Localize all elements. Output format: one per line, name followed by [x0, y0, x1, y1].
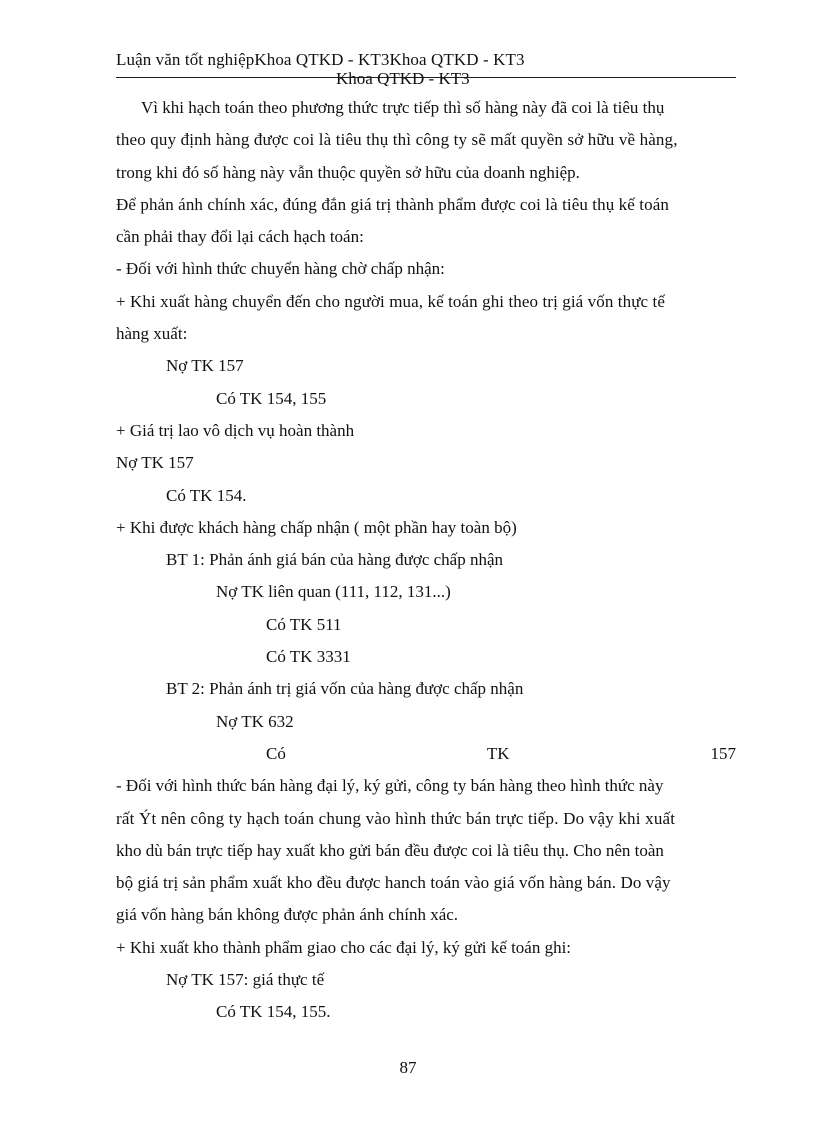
text-line: + Khi xuất hàng chuyển đến cho người mua, kế toán ghi theo trị giá vốn thực tế [116, 291, 666, 311]
text-line: Nợ TK 632 [216, 711, 294, 731]
text-line: Nợ TK liên quan (111, 112, 131...) [216, 582, 451, 602]
text-line: bộ giá trị sản phẩm xuất kho đều được hanch toán vào giá vốn hàng bán. Do vậy [116, 873, 671, 893]
text-line: Nợ TK 157 [116, 453, 194, 473]
text-line: kho dù bán trực tiếp hay xuất kho gửi bán đều được coi là tiêu thụ. Cho nên toàn [116, 840, 664, 860]
text-line: Nợ TK 157 [166, 356, 244, 376]
text-line: - Đối với hình thức bán hàng đại lý, ký gửi, công ty bán hàng theo hình thức này [116, 776, 664, 796]
page-number: 87 [399, 1058, 417, 1077]
text-line: Để phản ánh chính xác, đúng đắn giá trị thành phẩm được coi là tiêu thụ kế toán [116, 194, 669, 214]
text-line: Có TK 3331 [266, 647, 351, 667]
text-line: Có TK 511 [266, 614, 342, 634]
co-word: Có [266, 743, 286, 763]
text-line: - Đối với hình thức chuyển hàng chờ chấp nhận: [116, 259, 445, 279]
document-body [116, 92, 736, 1029]
text-line: trong khi đó số hàng này vẫn thuộc quyền sở hữu của doanh nghiệp. [116, 162, 580, 182]
header-subtitle: Khoa QTKD - KT3 [336, 70, 470, 86]
header-title: Luận văn tốt nghiệpKhoa QTKD - KT3Khoa QTKD - KT3 [116, 50, 525, 69]
text-line: + Khi được khách hàng chấp nhận ( một phần hay toàn bộ) [116, 517, 517, 537]
text-line: + Khi xuất kho thành phẩm giao cho các đại lý, ký gửi kế toán ghi: [116, 937, 572, 957]
text-line: BT 2: Phản ánh trị giá vốn của hàng được chấp nhận [166, 679, 524, 699]
text-line: Có TK 154, 155. [216, 1002, 331, 1022]
text-line: giá vốn hàng bán không được phản ánh chính xác. [116, 905, 459, 925]
justified-co-line [116, 738, 736, 770]
text-line: BT 1: Phản ánh giá bán của hàng được chấp nhận [166, 550, 504, 570]
text-line: Có TK 154, 155 [216, 388, 327, 408]
text-line: cần phải thay đổi lại cách hạch toán: [116, 227, 364, 247]
text-line: rất Ýt nên công ty hạch toán chung vào hình thức bán trực tiếp. Do vậy khi xuất [116, 808, 676, 828]
text-line: Có TK 154. [166, 485, 247, 505]
text-line: hàng xuất: [116, 324, 188, 344]
account-number: 157 [710, 743, 736, 763]
text-line: + Giá trị lao vô dịch vụ hoàn thành [116, 420, 355, 440]
text-line: Nợ TK 157: giá thực tế [166, 970, 325, 990]
text-line: Vì khi hạch toán theo phương thức trực tiếp thì số hàng này đã coi là tiêu thụ [141, 98, 665, 117]
text-line: theo quy định hàng được coi là tiêu thụ thì công ty sẽ mất quyền sở hữu về hàng, [116, 130, 678, 150]
tk-word: TK [486, 743, 510, 763]
